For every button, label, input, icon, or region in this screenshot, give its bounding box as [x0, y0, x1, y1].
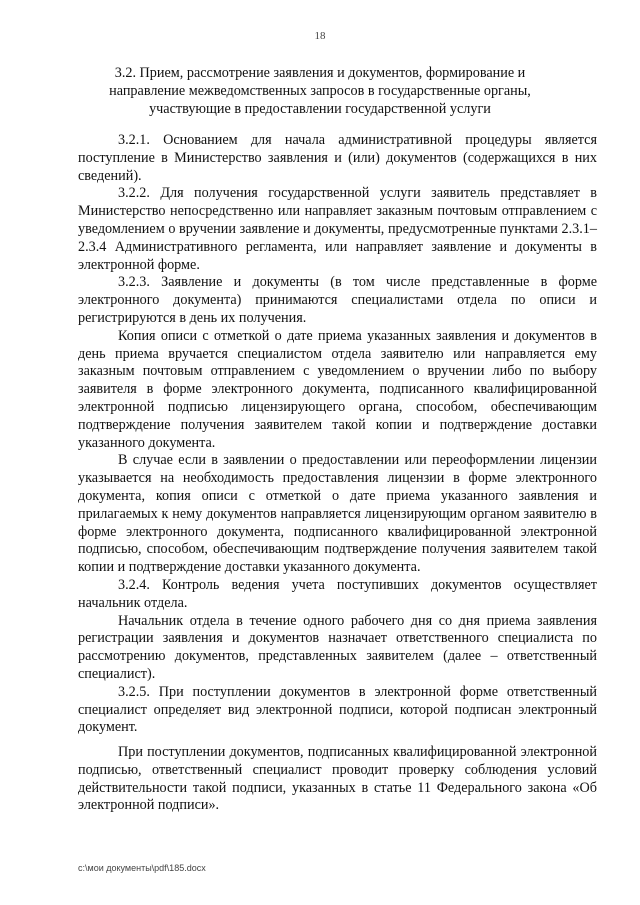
paragraph-3-2-4: 3.2.4. Контроль ведения учета поступивших документов осуществляет начальник отдела. — [78, 576, 597, 611]
paragraph-3-2-1: 3.2.1. Основанием для начала административной процедуры является поступление в Министерство заявления и (или) документов (содержащихся в них сведений). — [78, 132, 597, 184]
paragraph-qualified-signature: При поступлении документов, подписанных квалифицированной электронной подписью, ответственный специалист проводит проверку соблюдения условий действительности такой подписи, указанных в статье 11 Федерального закона «Об электронной подписи». — [78, 744, 597, 814]
paragraph-3-2-5: 3.2.5. При поступлении документов в электронной форме ответственный специалист определяет вид электронной подписи, которой подписан электронный документ. — [78, 683, 597, 736]
paragraph-license-electronic: В случае если в заявлении о предоставлении или переоформлении лицензии указывается на необходимость предоставления лицензии в форме электронного документа, копия описи с отметкой о дате приема указанного заявления и прилагаемых к нему документов направляется лицензирующим органом заявителю в форме электронного документа, подписанного квалифицированной электронной подписью, способом, обеспечивающим подтверждение получения заявителем такой копии и подтверждение доставки указанного документа. — [78, 452, 597, 576]
section-heading: 3.2. Прием, рассмотрение заявления и документов, формирование и направление межведомственных запросов в государственные органы, участвующие в предоставлении государственной услуги — [109, 65, 531, 117]
paragraph-3-2-3: 3.2.3. Заявление и документы (в том числе представленные в форме электронного документа) принимаются специалистами отдела по описи и регистрируются в день их получения. — [78, 274, 597, 326]
page-number: 18 — [314, 30, 326, 42]
document-body — [78, 132, 597, 815]
footer-file-path: c:\мои документы\pdf\185.docx — [78, 863, 206, 873]
paragraph-3-2-2: 3.2.2. Для получения государственной услуги заявитель представляет в Министерство непосредственно или направляет заказным почтовым отправлением с уведомлением о вручении заявление и документы, предусмотренные пунктами 2.3.1–2.3.4 Административного регламента, или направляет заявление и документы в электронной форме. — [78, 185, 597, 273]
paragraph-copy-of-inventory: Копия описи с отметкой о дате приема указанных заявления и документов в день приема вручается специалистом отдела заявителю или направляется ему заказным почтовым отправлением с уведомлением о вручении либо по выбору заявителя в форме электронного документа, подписанного квалифицированной электронной подписью лицензирующего органа, способом, обеспечивающим подтверждение получения заявителем такой копии и подтверждение доставки указанного документа. — [78, 327, 597, 451]
paragraph-head-of-department: Начальник отдела в течение одного рабочего дня со дня приема заявления регистрации заявления и документов назначает ответственного специалиста по рассмотрению документов, представленных заявителем (далее – ответственный специалист). — [78, 612, 597, 682]
